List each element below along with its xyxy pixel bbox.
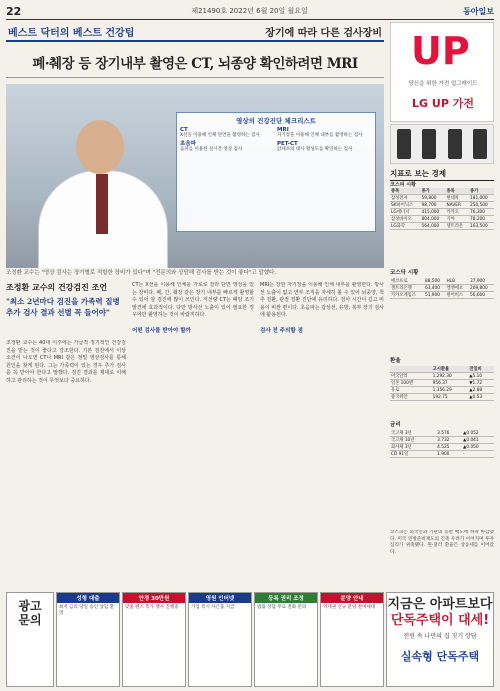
table-row: 미국달러 1,292.30 ▲5.10 [390, 373, 494, 380]
kospi-table: 종목 종가 종목 종가 삼성전자 59,800 현대차 181,000 SK하이닉스 98,700 NAVER 250,500 LG에너지 415,000 카카오 76,300 삼성바이오 804,000 기아 78,200 LG화학 564,000 셀트리온 163,500 [390, 188, 494, 230]
infobox-cell: PET-CT 암세포의 대사 활성도를 확인하는 검사 [277, 141, 353, 152]
appliance-images [390, 124, 494, 164]
photo-caption: 조정환 교수는 "영상 검사는 장기별로 적합한 장비가 있다"며 "전문의와 상담해 검사를 받는 것이 좋다"고 말했다. [6, 270, 277, 276]
table-row: 삼성바이오 804,000 기아 78,200 [390, 216, 494, 223]
market-title: 지표로 보는 경제 [390, 168, 494, 181]
section-bar [6, 22, 384, 42]
table-row: 회사채 3년 4.525 ▲0.050 [390, 444, 494, 451]
article-column-1: 조정환 교수는 40대 이후에는 가급적 정기적인 건강검진을 받는 것이 좋다고 강조한다. 기본 검진에서 이상 소견이 나오면 CT나 MRI 같은 정밀 영상검사를 통해 원인을 찾게 된다. 그는 가족력이 있는 경우 추가 검사를 꼭 받아야 한다고 말했다. 검진 결과를 제대로 이해하고 관리하는 것이 무엇보다 중요하다. [6, 340, 126, 384]
page-number: 22 [6, 4, 22, 18]
table-row: 중국위안 192.75 ▲0.53 [390, 394, 494, 401]
infobox-cell: MRI 자기장을 이용해 인체 내부를 촬영하는 검사 [277, 127, 363, 138]
ads-row [6, 592, 494, 687]
checklist-infobox [176, 112, 376, 232]
column-2-text: CT는 X선을 이용해 인체를 가로로 잘라 단면 영상을 얻는 장비다. 폐, 간, 췌장 같은 장기 내부를 빠르게 촬영할 수 있어 암 검진에 많이 쓰인다. 저선량 CT는 폐암 조기 발견에 효과적이다. 다만 방사선 노출이 있어 필요한 경우에만 촬영하는 것이 바람직하다. [132, 282, 254, 319]
table-row: LG에너지 415,000 카카오 76,300 [390, 209, 494, 216]
column-2-subheading: 어떤 검사를 받아야 할까 [132, 327, 191, 334]
infobox-cell: CT X선을 이용해 인체 단면을 촬영하는 검사 [180, 127, 260, 138]
issue-date: 제21490호 2022년 6월 20일 월요일 [191, 7, 308, 15]
table-row: 국고채 3년 3.576 ▲0.052 [390, 430, 494, 437]
appliance-icon [422, 129, 436, 159]
kosdaq-title: 코스닥 시황 [390, 270, 419, 276]
ad-inquiry[interactable]: 광고 문의 [6, 592, 54, 687]
appliance-icon [473, 129, 487, 159]
appliance-icon [397, 129, 411, 159]
table-row: 셀트리온헬 63,400 엘앤에프 209,800 [390, 285, 494, 292]
table-row: CD 91일 1.900 - [390, 451, 494, 458]
byline: 조정환 교수의 건강검진 조언 [6, 283, 108, 292]
section-subtitle: 장기에 따라 다른 검사장비 [265, 27, 382, 39]
ad-glasses[interactable]: 안경 30만원 맞춤 렌즈 특가 행사 진행중 [122, 592, 186, 687]
tie-shape [96, 174, 108, 234]
paper-name: 동아일보 [463, 6, 494, 16]
headline: 폐·췌장 등 장기내부 촬영은 CT, 뇌종양 확인하려면 MRI [6, 50, 384, 78]
kospi-subtitle: 코스피 시황 [390, 182, 416, 188]
article-column-2 [132, 282, 254, 585]
fx-table: 고시환율 전일비 미국달러 1,292.30 ▲5.10 일본 100엔 956.37 ▼1.72 유로 1,356.29 ▲2.88 중국위안 192.75 ▲0.53 [390, 366, 494, 401]
fx-title: 환율 [390, 358, 401, 364]
article-column-3 [260, 282, 384, 585]
table-row: 카카오게임즈 51,900 펄어비스 56,600 [390, 292, 494, 299]
pull-quote: "최소 2년마다 검진을 가족력 질병 추가 검사 결과 선별 꼭 들어야" [6, 297, 120, 317]
lg-up-ad[interactable] [390, 22, 494, 122]
table-row: SK하이닉스 98,700 NAVER 250,500 [390, 202, 494, 209]
column-3-text: MRI는 강한 자기장을 이용해 인체 내부를 촬영한다. 방사선 노출이 없고 연부 조직을 자세히 볼 수 있어 뇌종양, 척추 질환, 관절 질환 진단에 유리하다. 검사 시간이 길고 비용이 비싼 편이다. 초음파는 갑상선, 유방, 복부 장기 검사에 활용된다. [260, 282, 384, 319]
kosdaq-table [390, 278, 494, 299]
infobox-title: 영상의 건강진단 체크리스트 [236, 117, 316, 125]
appliance-icon [448, 129, 462, 159]
column-3-subheading: 검사 전 주의할 점 [260, 327, 303, 334]
table-row: 일본 100엔 956.37 ▼1.72 [390, 380, 494, 387]
table-row: 유로 1,356.29 ▲2.88 [390, 387, 494, 394]
rates-title: 금리 [390, 422, 401, 428]
ad-house[interactable]: 지금은 아파트보다 단독주택이 대세! 전원 속 나만의 집 짓기 상담 실속형 단독주택 [386, 592, 494, 687]
doctor-photo [6, 84, 384, 268]
table-row: 삼성전자 59,800 현대차 181,000 [390, 195, 494, 202]
infobox-grid [180, 127, 372, 153]
market-commentary: 코스피는 외국인과 기관의 동반 매도에 하락 마감했다. 미국 연방준비제도의 긴축 우려가 이어지며 투자 심리가 위축됐다. 원-달러 환율은 상승세를 이어갔다. [390, 530, 494, 555]
ad-internet[interactable]: 영원 인터넷 가입 즉시 사은품 지급 [188, 592, 252, 687]
doctor-head-shape [76, 120, 124, 174]
ad-loan[interactable]: 성형 대출 최저 금리 당일 승인 상담 환영 [56, 592, 120, 687]
section-title: 베스트 닥터의 베스트 건강팁 [8, 27, 135, 39]
infobox-cell: 초음파 음파를 이용한 실시간 영상 검사 [180, 141, 243, 152]
rates-table [390, 430, 494, 458]
ad-legal[interactable]: 등록 권리 조정 법률 상담 무료 전화 문의 [254, 592, 318, 687]
ad-tagline: 당신을 위한 가전 업그레이드 [408, 81, 478, 87]
table-row: 국고채 10년 3.732 ▲0.041 [390, 437, 494, 444]
header-rule [6, 19, 494, 20]
ad-realestate[interactable]: 분양 안내 역세권 신규 분양 잔여세대 [320, 592, 384, 687]
table-row: 에코프로 88,500 HLB 37,900 [390, 278, 494, 285]
up-logo: UP [411, 29, 470, 73]
ad-brand: LG UP 가전 [412, 97, 474, 110]
page-header [6, 4, 494, 18]
table-row: LG화학 564,000 셀트리온 163,500 [390, 223, 494, 230]
